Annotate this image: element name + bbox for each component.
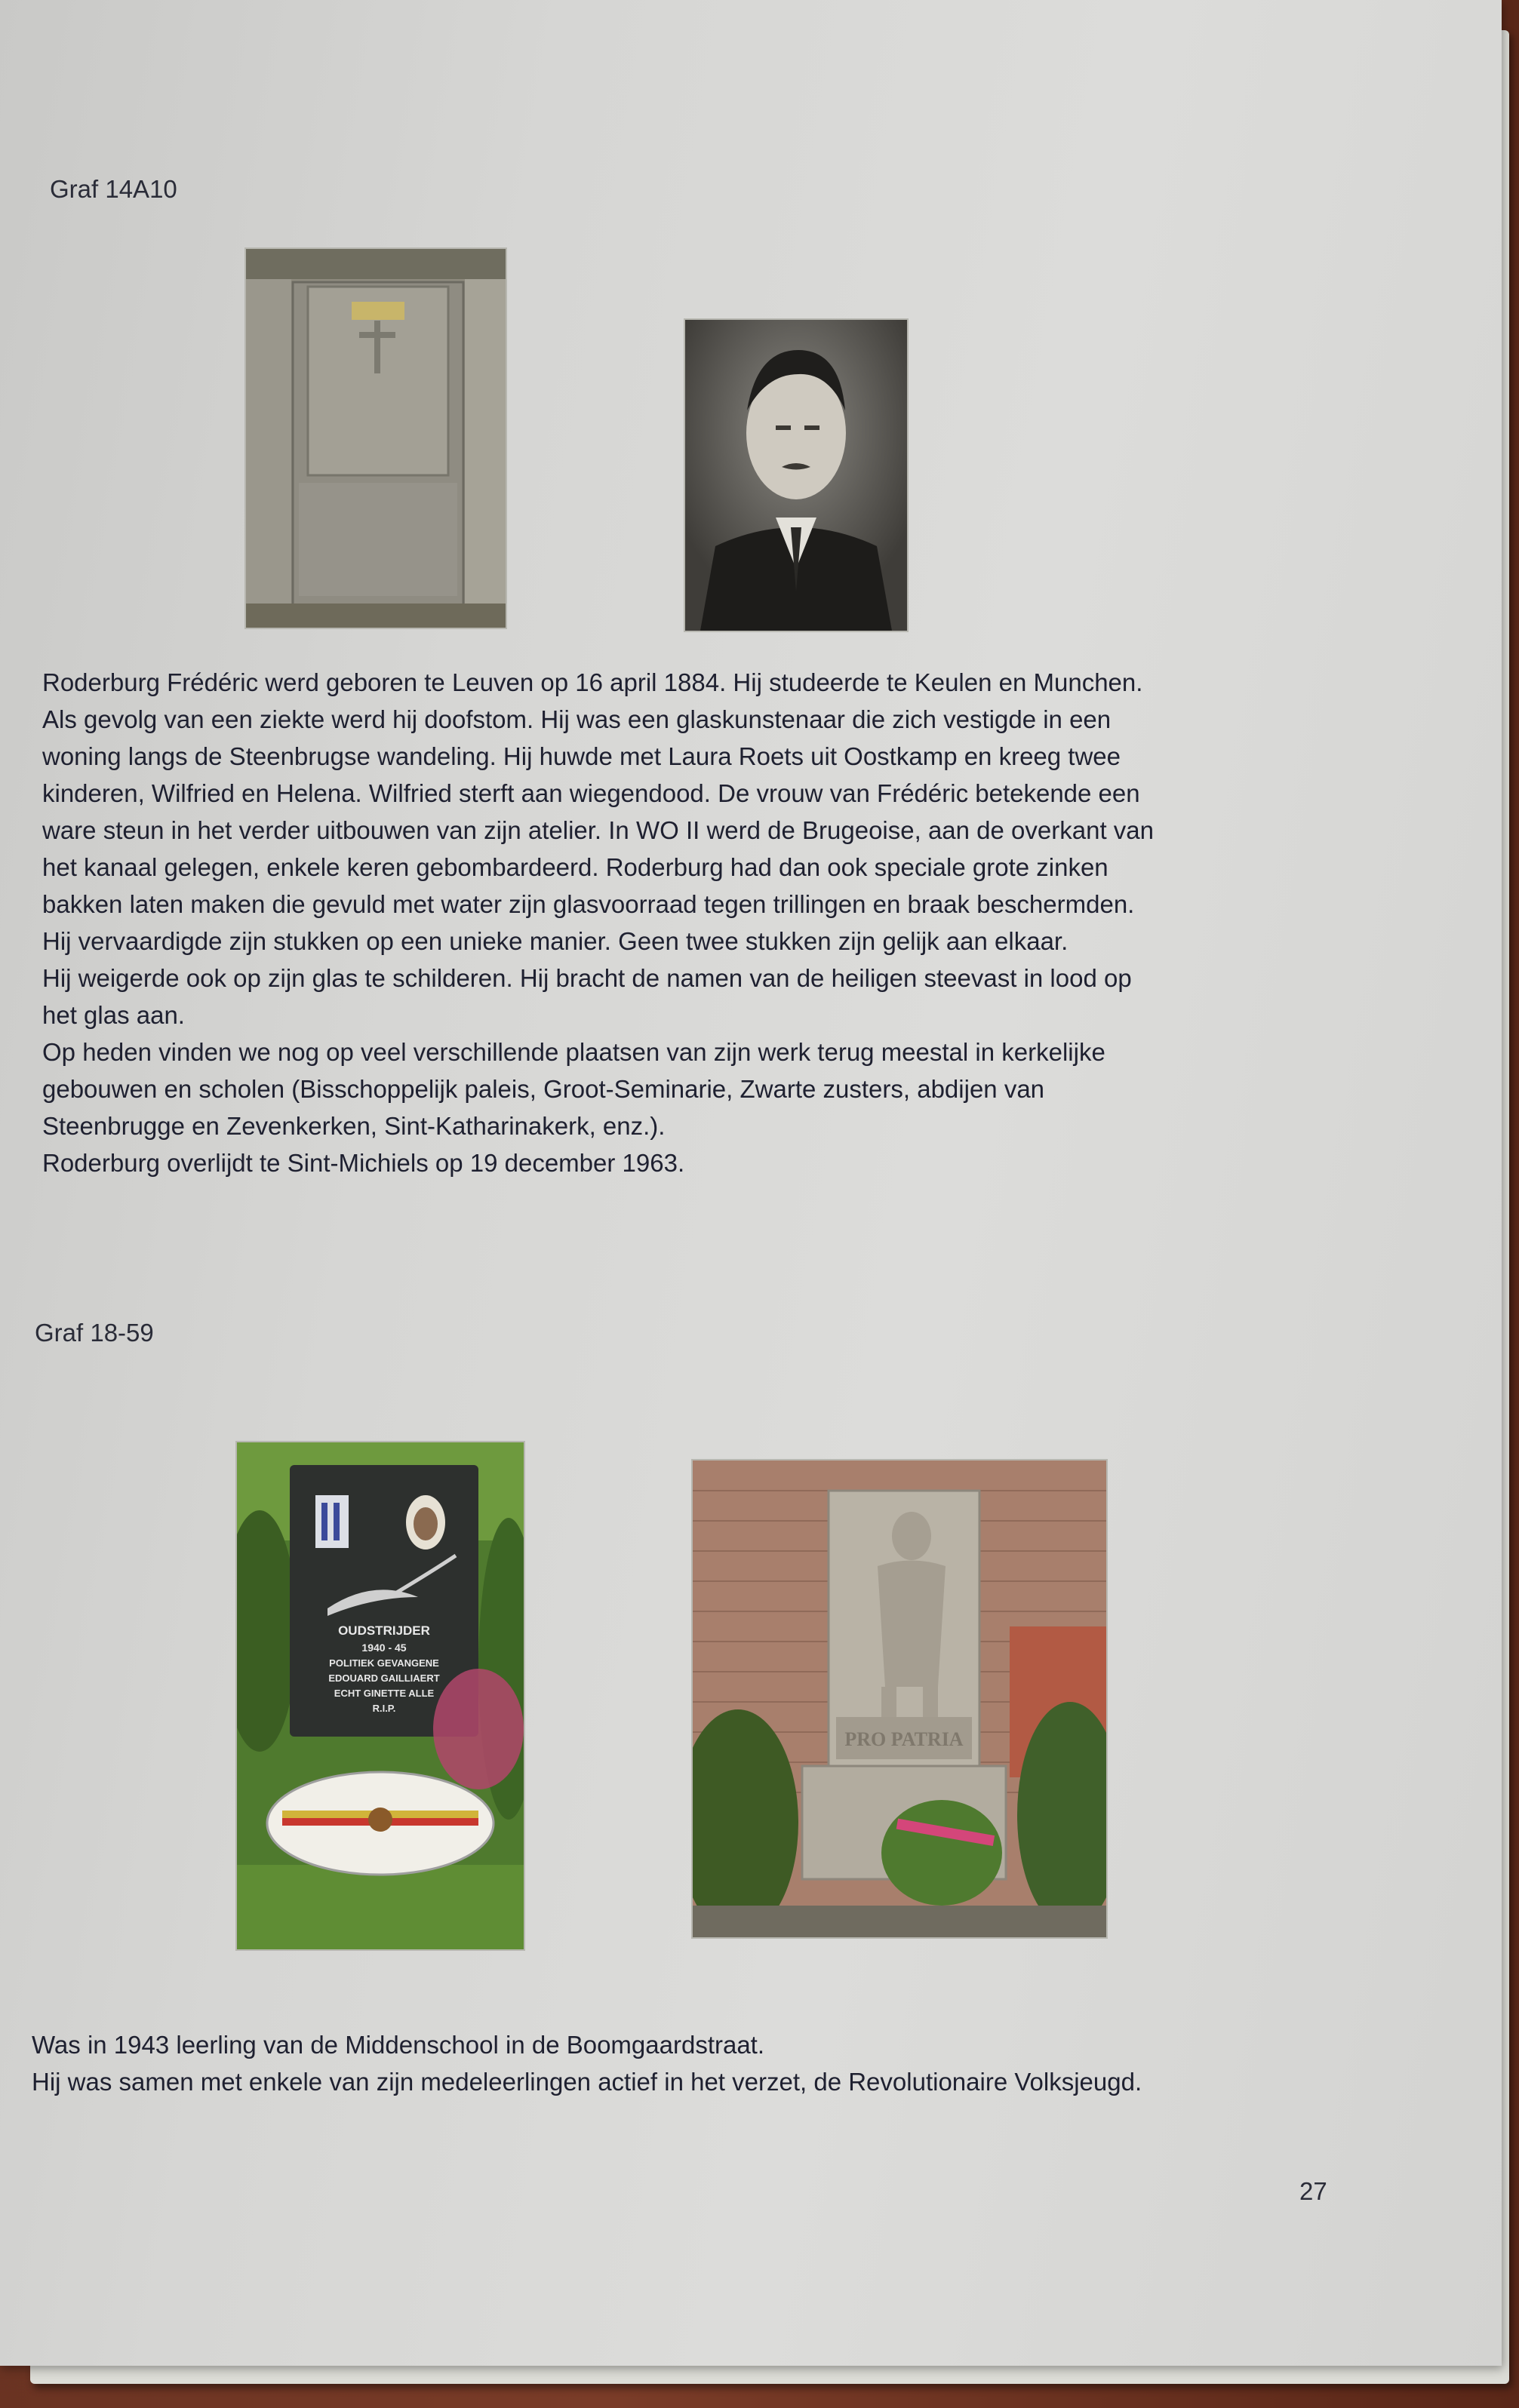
text-line: het kanaal gelegen, enkele keren gebombardeerd. Roderburg had dan ook speciale grote zinken bbox=[42, 853, 1109, 881]
portrait-image bbox=[685, 320, 907, 631]
text-line: Steenbrugge en Zevenkerken, Sint-Katharinakerk, enz.). bbox=[42, 1112, 666, 1140]
section-heading-graf-14a10: Graf 14A10 bbox=[50, 175, 177, 203]
text-line: woning langs de Steenbrugse wandeling. Hij huwde met Laura Roets uit Oostkamp en kreeg twee bbox=[42, 742, 1121, 770]
text-line: Op heden vinden we nog op veel verschillende plaatsen van zijn werk terug meestal in kerkelijke bbox=[42, 1038, 1105, 1066]
headstone-line-4: EDOUARD GAILLIAERT bbox=[328, 1672, 440, 1684]
section-heading-graf-18-59: Graf 18-59 bbox=[35, 1319, 154, 1347]
text-line: gebouwen en scholen (Bisschoppelijk paleis, Groot-Seminarie, Zwarte zusters, abdijen van bbox=[42, 1075, 1045, 1103]
text-line: ware steun in het verder uitbouwen van zijn atelier. In WO II werd de Brugeoise, aan de overkant van bbox=[42, 816, 1154, 844]
monument-inscription: PRO PATRIA bbox=[844, 1728, 964, 1750]
monument-image bbox=[693, 1460, 1106, 1937]
headstone-photo bbox=[237, 1442, 524, 1949]
grave-image bbox=[246, 249, 506, 628]
text-line: Hij vervaardigde zijn stukken op een unieke manier. Geen twee stukken zijn gelijk aan elkaar. bbox=[42, 927, 1069, 955]
page-number: 27 bbox=[1299, 2177, 1327, 2205]
roderburg-biography bbox=[42, 664, 1154, 1181]
headstone-line-2: 1940 - 45 bbox=[361, 1642, 407, 1654]
headstone-image bbox=[237, 1442, 524, 1949]
text-line: Hij weigerde ook op zijn glas te schilderen. Hij bracht de namen van de heiligen steevast in lood op bbox=[42, 964, 1132, 992]
text-line: Hij was samen met enkele van zijn medeleerlingen actief in het verzet, de Revolutionaire Volksjeugd. bbox=[32, 2068, 1142, 2096]
portrait-photo bbox=[685, 320, 907, 631]
text-line: het glas aan. bbox=[42, 1001, 185, 1029]
text-line: Roderburg Frédéric werd geboren te Leuven op 16 april 1884. Hij studeerde te Keulen en Munchen. bbox=[42, 668, 1143, 696]
headstone-line-1: OUDSTRIJDER bbox=[338, 1623, 430, 1638]
headstone-line-5: ECHT GINETTE ALLE bbox=[334, 1688, 435, 1699]
headstone-line-6: R.I.P. bbox=[372, 1703, 396, 1714]
text-line: bakken laten maken die gevuld met water zijn glasvoorraad tegen trillingen en braak beschermden. bbox=[42, 890, 1135, 918]
headstone-line-3: POLITIEK GEVANGENE bbox=[329, 1657, 439, 1669]
text-line: Als gevolg van een ziekte werd hij doofstom. Hij was een glaskunstenaar die zich vestigde in een bbox=[42, 705, 1112, 733]
text-line: Roderburg overlijdt te Sint-Michiels op 19 december 1963. bbox=[42, 1149, 685, 1177]
grave-photo bbox=[246, 249, 506, 628]
text-line: kinderen, Wilfried en Helena. Wilfried sterft aan wiegendood. De vrouw van Frédéric betekende een bbox=[42, 779, 1140, 807]
monument-photo bbox=[693, 1460, 1106, 1937]
text-line: Was in 1943 leerling van de Middenschool in de Boomgaardstraat. bbox=[32, 2031, 765, 2059]
student-text bbox=[32, 2026, 1142, 2100]
